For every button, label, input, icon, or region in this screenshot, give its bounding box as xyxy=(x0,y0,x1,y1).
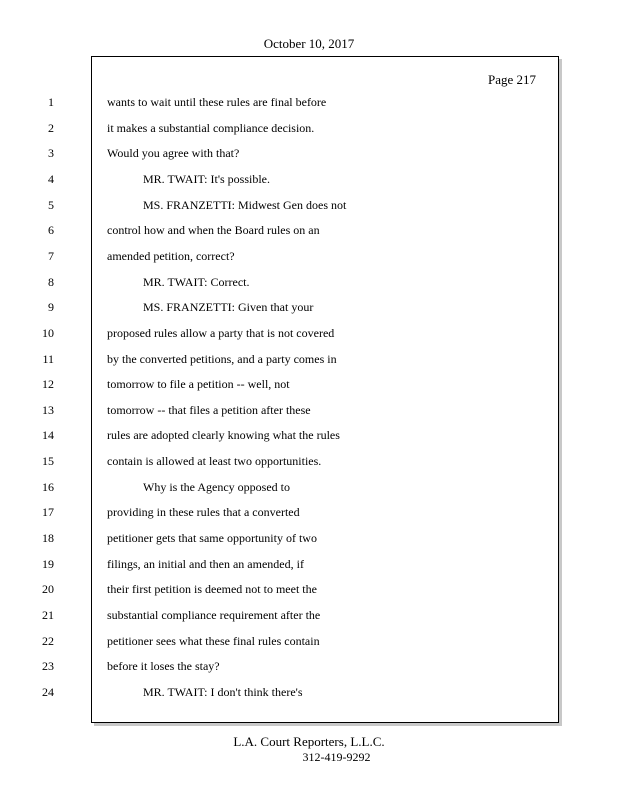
transcript-line xyxy=(42,505,558,525)
line-number: 24 xyxy=(42,684,54,699)
line-text: proposed rules allow a party that is not covered xyxy=(107,325,335,340)
line-text: filings, an initial and then an amended, if xyxy=(107,556,304,571)
line-text: MS. FRANZETTI: Given that your xyxy=(143,300,314,315)
line-number: 15 xyxy=(42,454,54,469)
transcript-line xyxy=(42,479,558,500)
line-text: MR. TWAIT: I don't think there's xyxy=(143,684,303,699)
line-text: their first petition is deemed not to meet the xyxy=(107,582,317,597)
transcript-line xyxy=(48,146,558,166)
line-text: by the converted petitions, and a party comes in xyxy=(107,351,337,366)
transcript-line xyxy=(42,531,558,551)
transcript-line xyxy=(48,223,558,243)
transcript-line xyxy=(48,300,558,320)
footer-company: L.A. Court Reporters, L.L.C. xyxy=(233,734,385,749)
line-number: 23 xyxy=(42,659,54,674)
line-number: 11 xyxy=(42,351,54,366)
line-text: contain is allowed at least two opportunities. xyxy=(107,454,322,469)
line-number: 19 xyxy=(42,556,54,571)
line-text: MS. FRANZETTI: Midwest Gen does not xyxy=(143,197,347,212)
line-number: 1 xyxy=(48,95,54,109)
transcript-page-frame xyxy=(42,56,559,723)
line-number: 7 xyxy=(48,248,54,263)
line-text: MR. TWAIT: Correct. xyxy=(143,274,250,289)
transcript-line xyxy=(42,608,558,628)
line-number: 3 xyxy=(48,146,54,161)
transcript-line xyxy=(42,684,558,705)
line-text: amended petition, correct? xyxy=(107,248,235,263)
line-text: providing in these rules that a converted xyxy=(107,505,300,520)
line-number: 2 xyxy=(48,120,54,135)
line-text: it makes a substantial compliance decision. xyxy=(107,120,315,135)
line-text: wants to wait until these rules are final before xyxy=(107,95,327,109)
line-text: before it loses the stay? xyxy=(107,659,220,674)
line-number: 16 xyxy=(42,479,54,494)
transcript-line xyxy=(42,402,558,423)
transcript-line xyxy=(42,454,558,474)
line-number: 8 xyxy=(48,274,54,289)
line-number: 10 xyxy=(42,325,54,340)
line-number: 17 xyxy=(42,505,54,520)
line-number: 5 xyxy=(48,197,54,212)
line-number: 20 xyxy=(42,582,54,597)
footer-phone: 312-419-9292 xyxy=(302,750,371,764)
transcript-line xyxy=(48,171,558,192)
line-number: 13 xyxy=(42,402,54,417)
transcript-line xyxy=(42,659,558,679)
transcript-line xyxy=(42,325,558,346)
transcript-line xyxy=(48,274,558,295)
line-number: 9 xyxy=(48,300,54,315)
line-number: 14 xyxy=(42,428,54,443)
transcript-line xyxy=(42,633,558,654)
transcript-date: October 10, 2017 xyxy=(263,36,355,51)
transcript-line xyxy=(42,377,558,397)
transcript-line xyxy=(42,351,558,372)
line-number: 4 xyxy=(48,171,54,186)
line-number: 12 xyxy=(42,377,54,392)
transcript-line xyxy=(48,197,558,218)
transcript-line xyxy=(48,95,558,115)
line-number: 6 xyxy=(48,223,54,238)
footer xyxy=(0,734,618,765)
line-text: MR. TWAIT: It's possible. xyxy=(143,171,271,186)
transcript-line xyxy=(42,556,558,577)
line-text: substantial compliance requirement after the xyxy=(107,608,321,622)
line-number: 22 xyxy=(42,633,54,648)
transcript-line xyxy=(42,428,558,448)
line-text: tomorrow to file a petition -- well, not xyxy=(107,377,290,392)
line-number: 21 xyxy=(42,608,54,622)
line-text: control how and when the Board rules on an xyxy=(107,223,320,238)
line-text: Would you agree with that? xyxy=(107,146,240,161)
transcript-line xyxy=(48,248,558,269)
line-text: rules are adopted clearly knowing what the rules xyxy=(107,428,340,443)
line-text: petitioner gets that same opportunity of two xyxy=(107,531,317,546)
transcript-line xyxy=(48,120,558,141)
page-number: Page 217 xyxy=(487,72,536,87)
line-text: Why is the Agency opposed to xyxy=(143,479,290,494)
line-number: 18 xyxy=(42,531,54,546)
transcript-line xyxy=(42,582,558,602)
line-text: tomorrow -- that files a petition after these xyxy=(107,402,311,417)
line-text: petitioner sees what these final rules contain xyxy=(107,633,320,648)
